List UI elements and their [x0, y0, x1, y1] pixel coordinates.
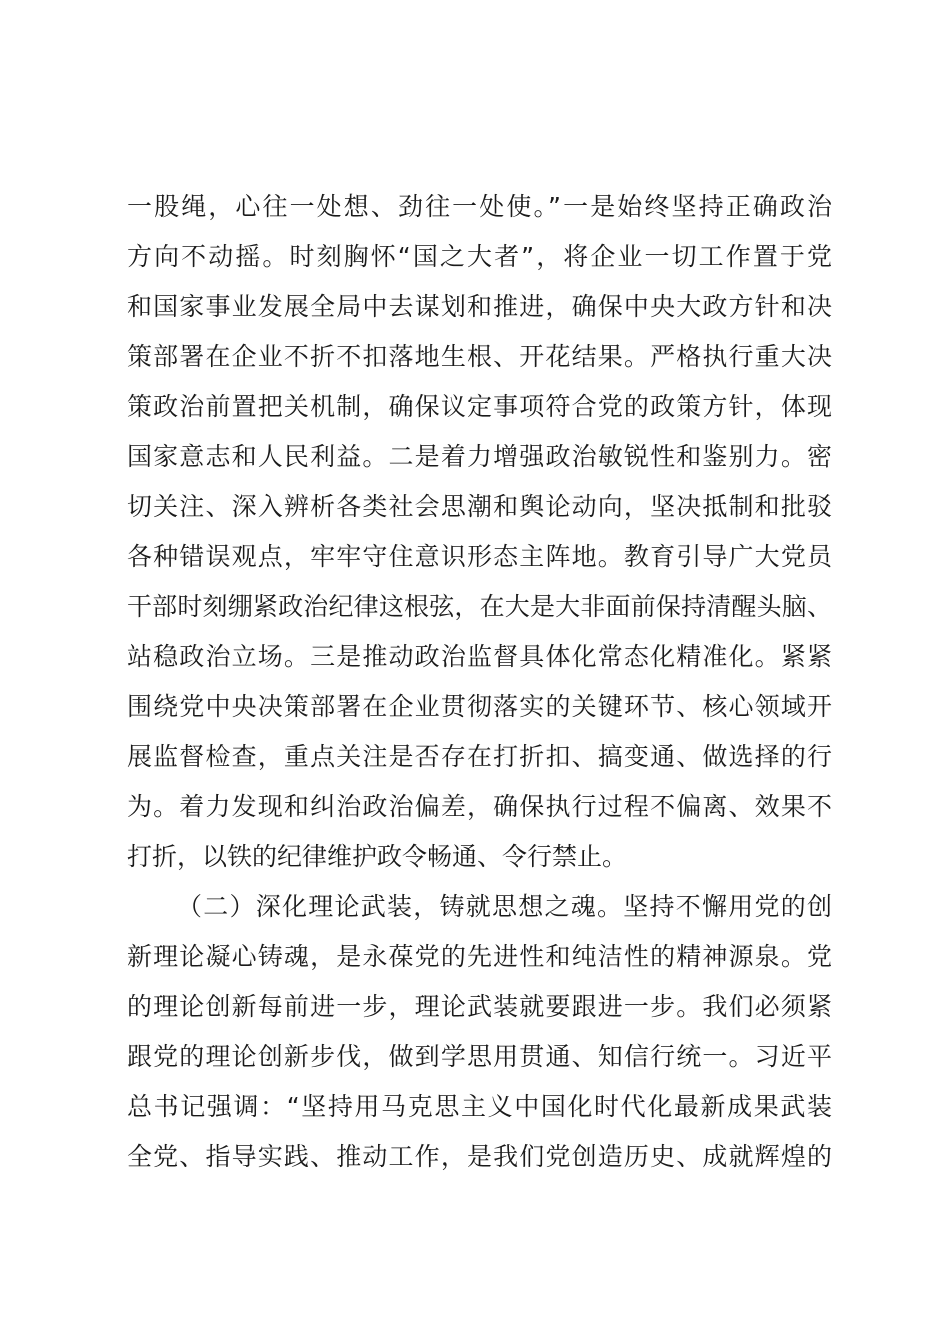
text-line: 的理论创新每前进一步，理论武装就要跟进一步。我们必须紧	[127, 992, 832, 1021]
text-line: 干部时刻绷紧政治纪律这根弦，在大是大非面前保持清醒头脑、	[127, 592, 832, 621]
text-line: 展监督检查，重点关注是否存在打折扣、搞变通、做选择的行	[127, 742, 832, 771]
text-line: 策部署在企业不折不扣落地生根、开花结果。严格执行重大决	[127, 342, 832, 371]
body-text	[127, 182, 832, 1182]
text-line: 各种错误观点，牢牢守住意识形态主阵地。教育引导广大党员	[127, 542, 832, 571]
text-line: 新理论凝心铸魂，是永葆党的先进性和纯洁性的精神源泉。党	[127, 942, 832, 971]
text-line: 国家意志和人民利益。二是着力增强政治敏锐性和鉴别力。密	[127, 442, 832, 471]
text-line: 为。着力发现和纠治政治偏差，确保执行过程不偏离、效果不	[127, 792, 832, 821]
text-line: 站稳政治立场。三是推动政治监督具体化常态化精准化。紧紧	[127, 642, 832, 671]
text-line: 总书记强调：“坚持用马克思主义中国化时代化最新成果武装	[127, 1092, 832, 1121]
text-line: 一股绳，心往一处想、劲往一处使。”一是始终坚持正确政治	[127, 192, 832, 221]
text-line: 策政治前置把关机制，确保议定事项符合党的政策方针，体现	[127, 392, 832, 421]
text-line: 方向不动摇。时刻胸怀“国之大者”，将企业一切工作置于党	[127, 242, 832, 271]
text-line: 和国家事业发展全局中去谋划和推进，确保中央大政方针和决	[127, 292, 832, 321]
text-line: 切关注、深入辨析各类社会思潮和舆论动向，坚决抵制和批驳	[127, 492, 832, 521]
text-line: 围绕党中央决策部署在企业贯彻落实的关键环节、核心领域开	[127, 692, 832, 721]
paragraph-end-line: 打折，以铁的纪律维护政令畅通、令行禁止。	[127, 842, 628, 871]
section-heading-line: （二）深化理论武装，铸就思想之魂。坚持不懈用党的创	[177, 892, 832, 921]
text-line: 全党、指导实践、推动工作，是我们党创造历史、成就辉煌的	[127, 1142, 832, 1171]
text-line: 跟党的理论创新步伐，做到学思用贯通、知信行统一。习近平	[127, 1042, 832, 1071]
